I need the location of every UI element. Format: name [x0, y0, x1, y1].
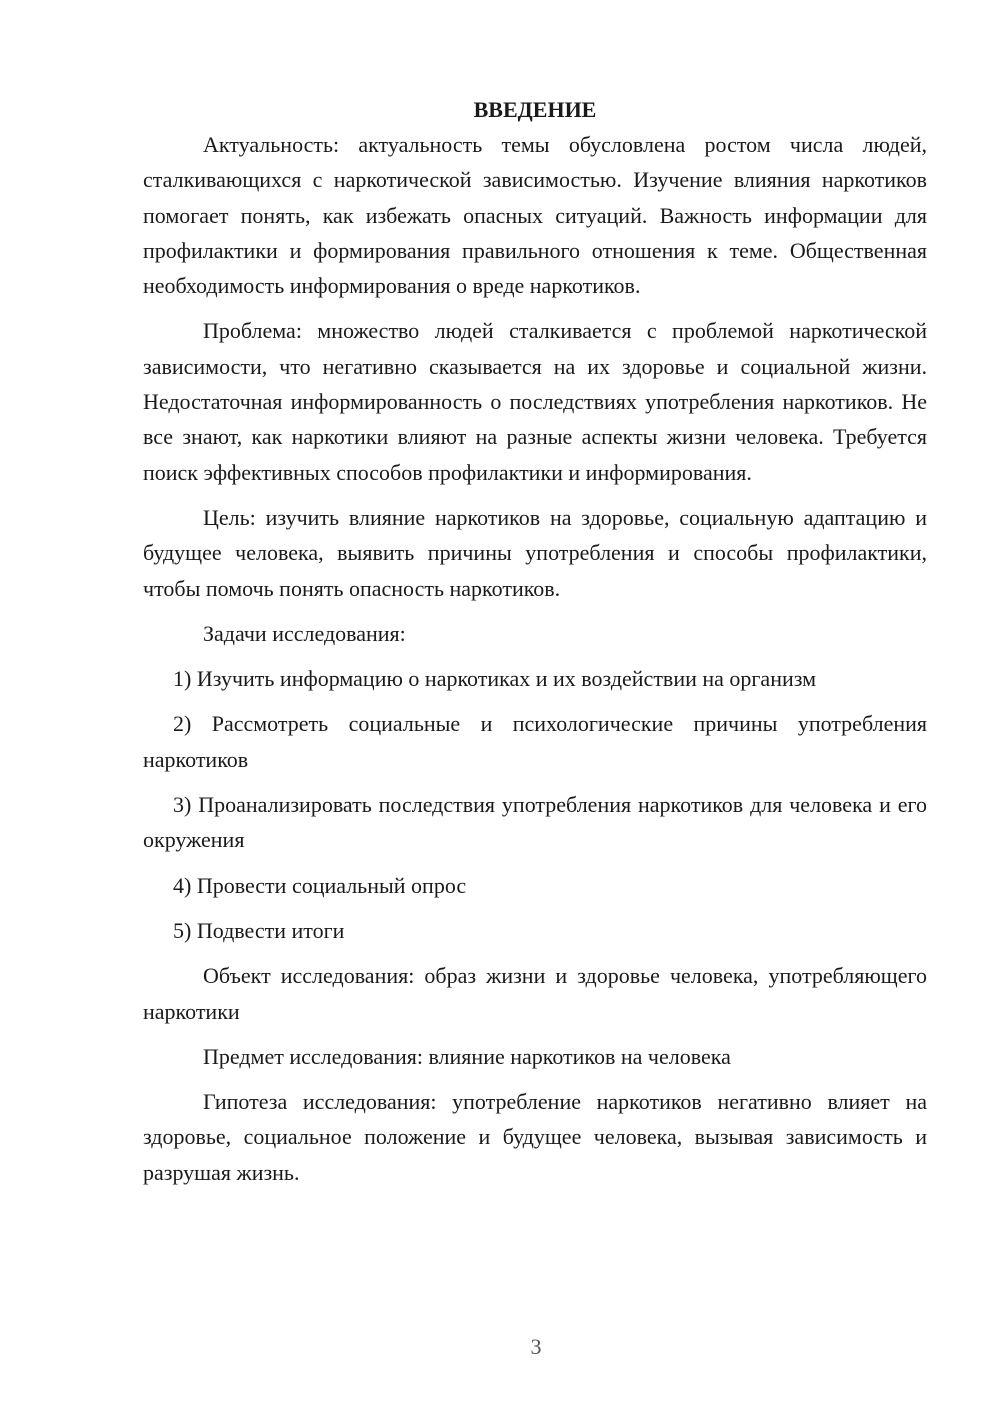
page-number: 3	[530, 1334, 542, 1359]
task-item: 3) Проанализировать последствия употребления наркотиков для человека и его окружения	[143, 792, 927, 853]
paragraph-hypothesis: Гипотеза исследования: употребление наркотиков негативно влияет на здоровье, социальное положение и будущее человека, вызывая зависимость и разрушая жизнь.	[143, 1089, 927, 1185]
section-heading: ВВЕДЕНИЕ	[473, 97, 597, 122]
paragraph-relevance: Актуальность: актуальность темы обусловлена ростом числа людей, сталкивающихся с наркотической зависимостью. Изучение влияния наркотиков помогает понять, как избежать опасных ситуаций. Важность информации для профилактики и формирования правильного отношения к теме. Общественная необходимость информирования о вреде наркотиков.	[143, 132, 927, 299]
task-item: 5) Подвести итоги	[173, 917, 345, 943]
task-item: 1) Изучить информацию о наркотиках и их воздействии на организм	[173, 666, 817, 692]
paragraph-problem: Проблема: множество людей сталкивается с проблемой наркотической зависимости, что негативно сказывается на их здоровье и социальной жизни. Недостаточная информированность о последствиях употребления наркотиков. Не все знают, как наркотики влияют на разные аспекты жизни человека. Требуется поиск эффективных способов профилактики и информирования.	[143, 318, 927, 485]
paragraph-goal: Цель: изучить влияние наркотиков на здоровье, социальную адаптацию и будущее человека, выявить причины употребления и способы профилактики, чтобы помочь понять опасность наркотиков.	[143, 504, 927, 601]
document-page	[143, 92, 927, 1200]
paragraph-subject: Предмет исследования: влияние наркотиков на человека	[203, 1043, 731, 1069]
task-item: 2) Рассмотреть социальные и психологические причины употребления наркотиков	[143, 711, 927, 772]
paragraph-object: Объект исследования: образ жизни и здоровье человека, употребляющего наркотики	[143, 963, 927, 1024]
task-item: 4) Провести социальный опрос	[173, 872, 467, 898]
paragraph-tasks-heading: Задачи исследования:	[203, 620, 406, 646]
